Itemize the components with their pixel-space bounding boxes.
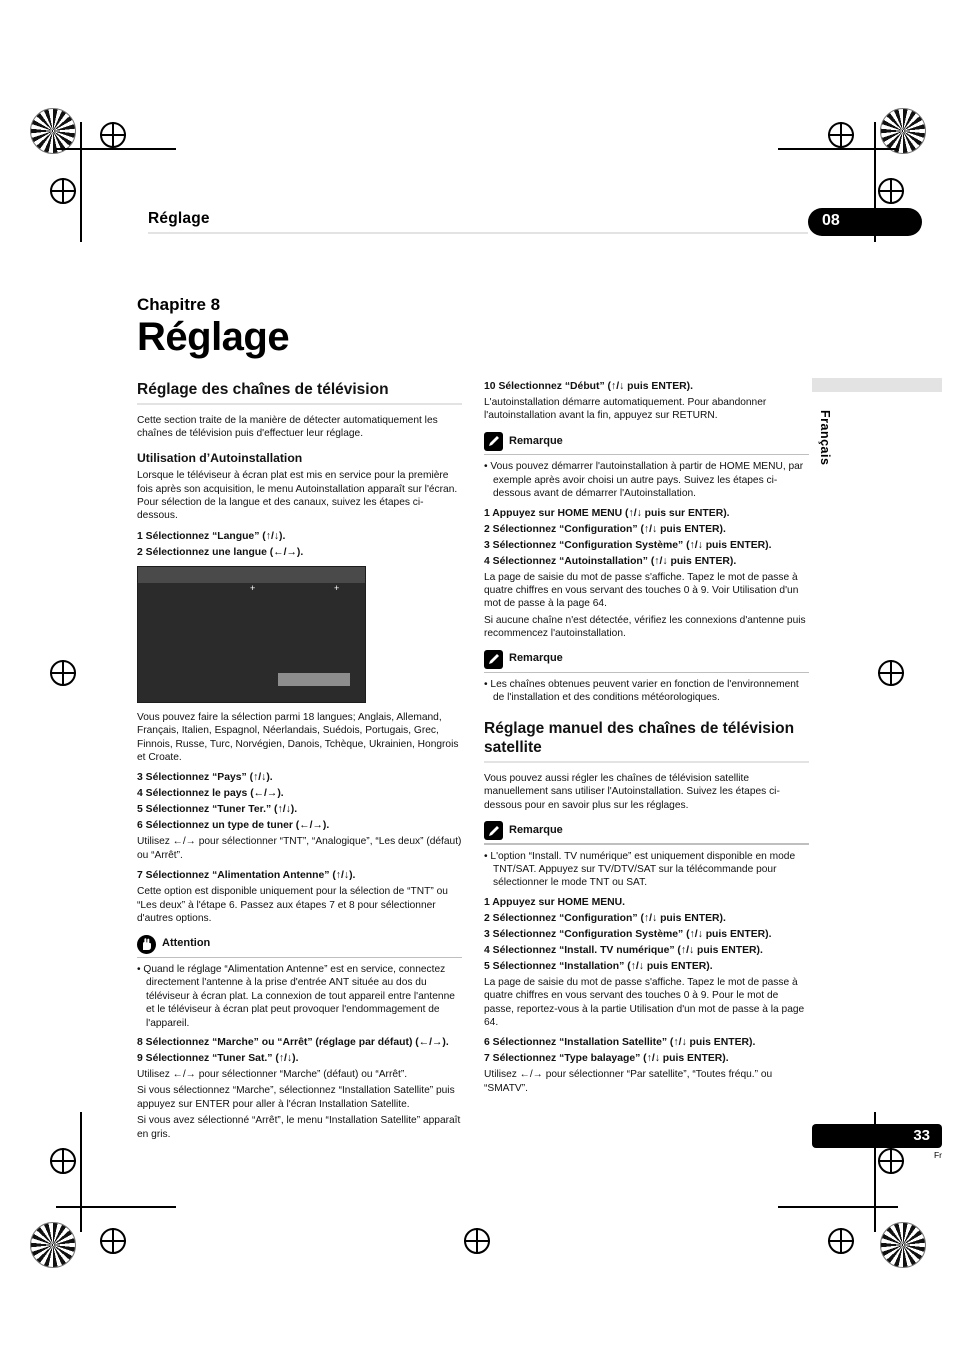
step-7-body: Cette option est disponible uniquement pour la sélection de “TNT” ou “Les deux” à l'étape 6. Passez aux étapes 7 et 8 pour sélectionner d'autres options. [137,886,448,925]
subsection-intro: Lorsque le téléviseur à écran plat est mis en service pour la première fois après son acquisition, le menu Autoinstallation apparaît sur l'écran. Pour sélection de la langue et des canaux, suivez les étapes ci-dessous. [137,470,458,522]
caution-hand-icon [137,935,156,954]
manual-step-3: 3 Sélectionnez “Configuration Système” (↑/↓ puis ENTER). [484,928,772,940]
header-rule [148,232,808,234]
note-box-2 [484,650,809,705]
note-3-title: Remarque [509,823,563,836]
crop-mark [778,148,898,150]
manual-step-4: 4 Sélectionnez “Install. TV numérique” (↑/↓ puis ENTER). [484,944,763,956]
note-1-rule [484,454,809,456]
crop-mark [80,122,82,242]
step-6: 6 Sélectionnez un type de tuner (←/→). [137,820,330,832]
note-2-header [484,650,809,669]
satellite-intro: Vous pouvez aussi régler les chaînes de télévision satellite manuellement sans utiliser l'Autoinstallation. Suivez les étapes ci-dessous pour en savoir plus sur les réglages. [484,772,780,811]
home-menu-step-4: 4 Sélectionnez “Autoinstallation” (↑/↓ puis ENTER). [484,555,737,567]
home-menu-step-2: 2 Sélectionnez “Configuration” (↑/↓ puis ENTER). [484,523,726,535]
step-2: 2 Sélectionnez une langue (←/→). [137,546,304,558]
crop-mark [56,1206,176,1208]
running-title: Réglage [148,210,210,227]
note-1-bullet: • Vous pouvez démarrer l'autoinstallation à partir de HOME MENU, par exemple après avoir choisi un autre pays. Suivez les étapes ci-dessous avant de démarrer l'Autoinstallation. [484,461,804,500]
step-4: 4 Sélectionnez le pays (←/→). [137,788,284,800]
home-menu-step-4-body-2: Si aucune chaîne n'est détectée, vérifiez les connexions d'antenne puis recommencez l'autoinstallation. [484,614,806,640]
manual-step-6: 6 Sélectionnez “Installation Satellite” (↑/↓ puis ENTER). [484,1037,756,1049]
crosshair-right-upper [878,178,904,204]
figure-plus-2: + [334,582,340,593]
registration-mark-bottom-left [30,1222,76,1268]
page-number-badge [812,1124,942,1148]
note-box-3 [484,821,809,890]
crop-mark [80,1112,82,1232]
note-2-rule [484,672,809,674]
figure-button [278,673,350,686]
note-3-rule [484,843,809,845]
step-3: 3 Sélectionnez “Pays” (↑/↓). [137,772,273,784]
crosshair-bottom-center [464,1228,490,1254]
crosshair-bottom-right [828,1228,854,1254]
manual-step-2: 2 Sélectionnez “Configuration” (↑/↓ puis ENTER). [484,912,726,924]
step-5: 5 Sélectionnez “Tuner Ter.” (↑/↓). [137,804,298,816]
step-9-body-3: Si vous avez sélectionné “Arrêt”, le menu “Installation Satellite” apparaît en gris. [137,1115,461,1140]
chapter-label: Chapitre 8 [137,295,221,314]
crosshair-left-lower [50,1148,76,1174]
crosshair-left-upper [50,178,76,204]
figure-autoinstall-screen [137,566,366,703]
note-1-header [484,432,809,451]
section-heading-tv-channels: Réglage des chaînes de télévision [137,381,389,398]
note-2-title: Remarque [509,652,563,665]
pencil-glyph [488,825,500,837]
section-rule-satellite [484,761,809,763]
home-menu-step-4-body: La page de saisie du mot de passe s'affiche. Tapez le mot de passe à quatre chiffres en vous servant des touches 0 à 9. Voir Utilisation d'un mot de passe à la page 64. [484,571,799,610]
figure-titlebar [138,567,365,583]
step-6-body: Utilisez ←/→ pour sélectionner “TNT”, “Analogique”, “Les deux” (défaut) ou “Arrêt”. [137,836,462,861]
section-rule [137,403,462,405]
caution-bullet: • Quand le réglage “Alimentation Antenne” est en service, connectez directement l'antenne à la prise d'entrée ANT située au dos du téléviseur à écran plat. La connexion de tout appareil entre l'antenne et le téléviseur à écran plat peut provoquer l'endommagement de l'appareil. [137,964,455,1029]
languages-note: Vous pouvez faire la sélection parmi 18 langues; Anglais, Allemand, Français, Italien, Espagnol, Néerlandais, Suédois, Portugais, Grec, Finnois, Russe, Turc, Norvégien, Danois, Tchèque, Ukrainien, Hongrois et Croate. [137,711,459,764]
step-10-body: L'autoinstallation démarre automatiquement. Pour abandonner l'autoinstallation avant la fin, appuyez sur RETURN. [484,397,767,422]
crop-mark [56,148,176,150]
subsection-heading-autoinstall: Utilisation d’Autoinstallation [137,450,303,465]
crosshair-left-middle [50,660,76,686]
section-heading-satellite: Réglage manuel des chaînes de télévision satellite [484,719,795,756]
step-1: 1 Sélectionnez “Langue” (↑/↓). [137,530,286,542]
page-number: 33 [913,1127,930,1144]
registration-mark-bottom-right [880,1222,926,1268]
pencil-icon [484,650,503,669]
left-column [137,380,462,1148]
crosshair-top-right [828,122,854,148]
language-code: Fr [933,1150,942,1160]
note-3-header [484,821,809,840]
hand-glyph [141,938,152,951]
pencil-glyph [488,653,500,665]
step-9: 9 Sélectionnez “Tuner Sat.” (↑/↓). [137,1053,299,1065]
caution-header [137,935,462,954]
caution-rule [137,957,462,959]
step-9-body-1: Utilisez ←/→ pour sélectionner “Marche” (défaut) ou “Arrêt”. [137,1069,408,1081]
chapter-number-text: 08 [822,212,840,229]
pencil-icon [484,432,503,451]
side-tab-bar [812,378,942,392]
chapter-number-badge [808,208,922,236]
home-menu-step-3: 3 Sélectionnez “Configuration Système” (↑/↓ puis ENTER). [484,539,772,551]
pencil-icon [484,821,503,840]
right-column [484,380,809,1102]
manual-step-7: 7 Sélectionnez “Type balayage” (↑/↓ puis ENTER). [484,1053,729,1065]
note-2-bullet: • Les chaînes obtenues peuvent varier en fonction de l'environnement de l'installation et des conditions météorologiques. [484,679,799,704]
crosshair-right-lower [878,1148,904,1174]
crop-mark [778,1206,898,1208]
pencil-glyph [488,435,500,447]
note-3-bullet: • L'option “Install. TV numérique” est uniquement disponible en mode TNT/SAT. Appuyez sur TV/DTV/SAT sur la télécommande pour sélectionner le mode TNT ou SAT. [484,850,796,889]
step-10: 10 Sélectionnez “Début” (↑/↓ puis ENTER). [484,381,693,392]
figure-plus-1: + [250,582,256,593]
crosshair-bottom-left [100,1228,126,1254]
crosshair-right-middle [878,660,904,686]
manual-step-1: 1 Appuyez sur HOME MENU. [484,896,626,908]
step-8: 8 Sélectionnez “Marche” ou “Arrêt” (réglage par défaut) (←/→). [137,1037,449,1049]
manual-step-7-body: Utilisez ←/→ pour sélectionner “Par satellite”, “Toutes fréqu.” ou “SMATV”. [484,1069,773,1094]
manual-step-5: 5 Sélectionnez “Installation” (↑/↓ puis ENTER). [484,960,713,972]
home-menu-step-1: 1 Appuyez sur HOME MENU (↑/↓ puis sur ENTER). [484,507,730,519]
step-7: 7 Sélectionnez “Alimentation Antenne” (↑/↓). [137,870,356,882]
page-title: Réglage [137,315,290,359]
crosshair-top-left [100,122,126,148]
note-1-title: Remarque [509,434,563,447]
caution-title: Attention [162,937,211,950]
step-9-body-2: Si vous sélectionnez “Marche”, sélectionnez “Installation Satellite” puis appuyez sur ENTER pour aller à l'écran Installation Satellite. [137,1085,455,1110]
manual-step-5-body: La page de saisie du mot de passe s'affiche. Tapez le mot de passe à quatre chiffres en vous servant des touches 0 à 9. Pour le mot de passe, reportez-vous à la partie Utilisation d'un mot de passe à la page 64. [484,976,805,1029]
caution-box [137,935,462,1031]
note-box-1 [484,432,809,501]
section-intro: Cette section traite de la manière de détecter automatiquement les chaînes de télévision puis d'effectuer leur réglage. [137,415,438,440]
side-tab-language: Français [818,410,832,466]
